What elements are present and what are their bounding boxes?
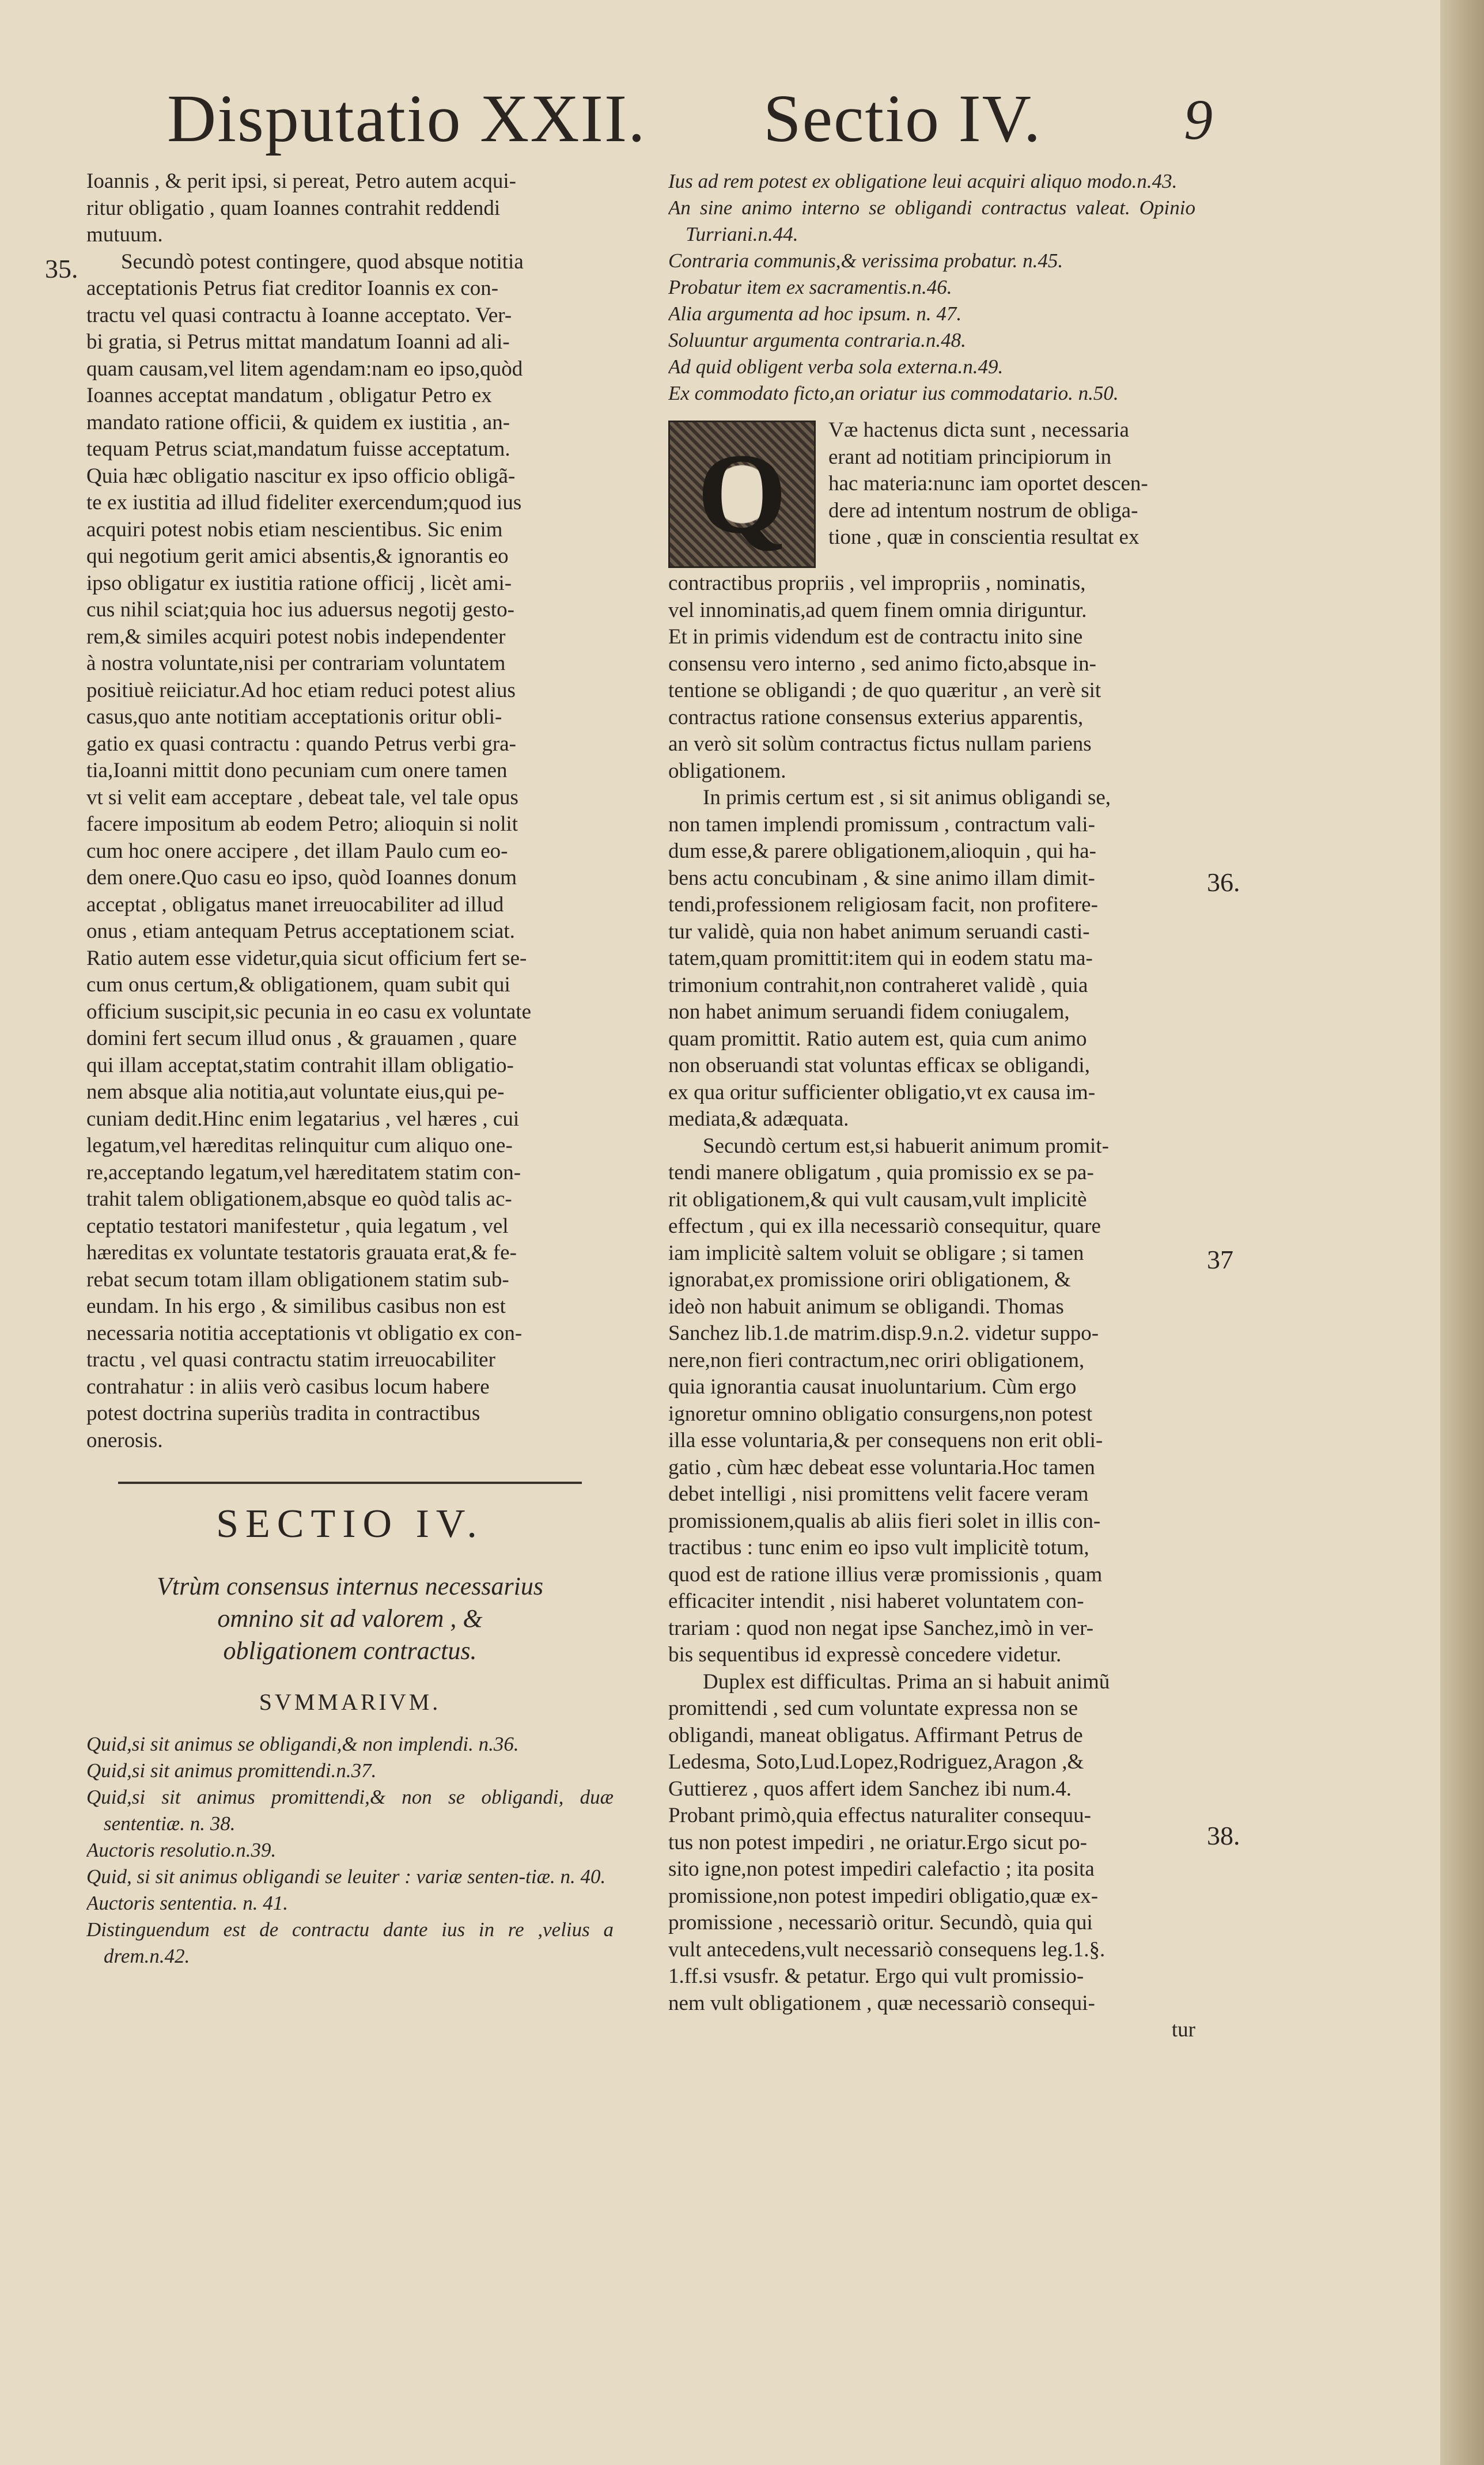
text-line: promissione , necessariò oritur. Secundò, quia qui <box>668 1911 1093 1934</box>
summarium-entry: Quid,si sit animus se obligandi,& non implendi. n.36. <box>86 1732 519 1755</box>
text-line: promissionem,qualis ab aliis fieri solet in illis con- <box>668 1509 1101 1533</box>
paragraph-36 <box>668 785 1195 1133</box>
text-line: tione , quæ in conscientia resultat ex <box>828 525 1140 549</box>
paragraph-38 <box>668 1669 1195 2044</box>
text-line: cuniam dedit.Hinc enim legatarius , vel hæres , cui <box>86 1107 520 1131</box>
text-line: tatem,quam promittit:item qui in eodem statu ma- <box>668 946 1093 970</box>
text-line: positiuè reiiciatur.Ad hoc etiam reduci potest alius <box>86 678 516 702</box>
text-line: erant ad notitiam principiorum in <box>828 445 1112 469</box>
text-line: onerosis. <box>86 1428 163 1452</box>
text-line: acquiri potest nobis etiam nescientibus. Sic enim <box>86 517 503 542</box>
margin-number: 35. <box>45 254 78 283</box>
text-line: quod est de ratione illius veræ promissionis , quam <box>668 1562 1103 1586</box>
text-line: effectum , qui ex illa necessariò consequitur, quare <box>668 1214 1101 1238</box>
summarium-entry: Auctoris resolutio.n.39. <box>86 1838 277 1861</box>
text-line: domini fert secum illud onus , & grauamen , quare <box>86 1027 517 1050</box>
text-line: vel innominatis,ad quem finem omnia diriguntur. <box>668 598 1087 622</box>
text-line: onus , etiam antequam Petrus acceptationem sciat. <box>86 919 515 943</box>
margin-number: 37 <box>1207 1245 1233 1274</box>
text-line: gatio , cùm hæc debeat esse voluntaria.Hoc tamen <box>668 1455 1095 1479</box>
summarium-entry: Ad quid obligent verba sola externa.n.49. <box>668 355 1004 378</box>
text-line: sito igne,non potest impediri calefactio ; ita posita <box>668 1857 1095 1881</box>
summarium-entry: Auctoris sententia. n. 41. <box>86 1891 288 1914</box>
text-line: cum hoc onere accipere , det illam Paulo cum eo- <box>86 839 508 863</box>
text-line: Duplex est difficultas. Prima an si habuit animũ <box>703 1669 1110 1694</box>
initial-letter: Q <box>697 430 787 558</box>
text-line: bi gratia, si Petrus mittat mandatum Ioanni ad ali- <box>86 330 510 354</box>
section-title: SECTIO IV. <box>216 1502 484 1546</box>
left-body-text <box>86 168 614 1454</box>
margin-number: 36. <box>1207 868 1240 897</box>
text-line: bis sequentibus id expressè concedere videtur. <box>668 1643 1062 1667</box>
text-line: obligandi, maneat obligatus. Affirmant Petrus de <box>668 1723 1083 1747</box>
text-line: iam implicitè saltem voluit se obligare ; si tamen <box>668 1241 1084 1265</box>
text-line: Secundò potest contingere, quod absque notitia <box>121 249 524 274</box>
text-line: tractibus : tunc enim eo ipso vult implicitè totum, <box>668 1536 1089 1559</box>
running-head <box>0 69 1440 167</box>
summarium-continued <box>668 168 1195 407</box>
text-line: re,acceptando legatum,vel hæreditatem statim con- <box>86 1160 521 1184</box>
text-line: potest doctrina superiùs tradita in contractibus <box>86 1402 480 1425</box>
summarium-entry: Quid,si sit animus promittendi.n.37. <box>86 1759 377 1782</box>
text-line: Væ hactenus dicta sunt , necessaria <box>828 418 1129 442</box>
text-line: Sanchez lib.1.de matrim.disp.9.n.2. videtur suppo- <box>668 1322 1099 1345</box>
text-line: dere ad intentum nostrum de obliga- <box>828 498 1138 522</box>
text-line: qui negotium gerit amici absentis,& ignorantis eo <box>86 544 509 568</box>
text-line: mandato ratione officii, & quidem ex iustitia , an- <box>86 410 510 434</box>
text-line: eundam. In his ergo , & similibus casibus non est <box>86 1294 506 1318</box>
page-edge <box>1440 0 1484 2465</box>
text-line: ceptatio testatori manifestetur , quia legatum , vel <box>86 1214 509 1238</box>
running-head-sectio: Sectio IV. <box>763 81 1042 156</box>
text-line: non habet animum seruandi fidem coniugalem, <box>668 1000 1070 1024</box>
text-line: trimonium contrahit,non contraheret validè , quia <box>668 973 1088 997</box>
text-line: contractus ratione consensus exterius apparentis, <box>668 705 1084 729</box>
text-line: tus non potest impediri , ne oriatur.Ergo sicut po- <box>668 1830 1087 1854</box>
text-line: dem onere.Quo casu eo ipso, quòd Ioannes donum <box>86 866 517 889</box>
text-line: Quia hæc obligatio nascitur ex ipso officio obligã- <box>86 464 516 488</box>
decorated-initial <box>668 421 816 568</box>
text-line: bens actu concubinam , & sine animo illam dimit- <box>668 866 1095 890</box>
text-line: promittendi , sed cum voluntate expressa non se <box>668 1697 1078 1720</box>
summarium-entry: Contraria communis,& verissima probatur. n.45. <box>668 249 1063 272</box>
text-line: ignorabat,ex promissione oriri obligationem, & <box>668 1268 1071 1292</box>
text-line: tentione se obligandi ; de quo quæritur , an verè sit <box>668 679 1101 702</box>
text-line: acceptat , obligatus manet irreuocabiliter ad illud <box>86 892 504 917</box>
text-line: rebat secum totam illam obligationem statim sub- <box>86 1267 509 1292</box>
text-line: Probant primò,quia effectus naturaliter consequu- <box>668 1804 1091 1827</box>
text-line: nem vult obligationem , quæ necessariò consequi- <box>668 1991 1095 2015</box>
text-line: quam causam,vel litem agendam:nam eo ipso,quòd <box>86 357 523 381</box>
text-line: Ioannis , & perit ipsi, si pereat, Petro autem acqui- <box>86 169 516 193</box>
text-line: nere,non fieri contractum,nec oriri obligationem, <box>668 1348 1085 1372</box>
page-number: 9 <box>1184 88 1214 152</box>
text-line: non tamen implendi promissum , contractum vali- <box>668 812 1095 836</box>
text-line: mutuum. <box>86 223 163 247</box>
text-line: nem absque alia notitia,aut voluntate eius,qui pe- <box>86 1080 505 1104</box>
text-line: debet intelligi , nisi promittens velit facere veram <box>668 1482 1089 1506</box>
text-line: contractibus propriis , vel impropriis , nominatis, <box>668 571 1086 595</box>
text-line: trahit talem obligationem,absque eo quòd talis ac- <box>86 1187 512 1211</box>
text-line: tia,Ioanni mittit dono pecuniam cum onere tamen <box>86 759 508 782</box>
subtitle-line: obligationem contractus. <box>223 1637 477 1665</box>
text-line: trariam : quod non negat ipse Sanchez,imò in ver- <box>668 1616 1094 1640</box>
text-line: mediata,& adæquata. <box>668 1107 849 1131</box>
subtitle-line: Vtrùm consensus internus necessarius <box>157 1572 543 1600</box>
paragraph-intro <box>668 417 1195 785</box>
section-divider <box>118 1482 582 1484</box>
text-line: ideò non habuit animum se obligandi. Thomas <box>668 1294 1064 1319</box>
text-line: efficaciter intendit , nisi haberet voluntatem con- <box>668 1589 1084 1613</box>
text-line: Secundò certum est,si habuerit animum promit- <box>703 1134 1109 1158</box>
summarium-entry: Alia argumenta ad hoc ipsum. n. 47. <box>668 302 962 325</box>
section-subtitle <box>86 1570 614 1667</box>
text-line: rit obligationem,& qui vult causam,vult implicitè <box>668 1187 1087 1211</box>
text-line: tractu vel quasi contractu à Ioanne acceptato. Ver- <box>86 303 512 327</box>
text-line: vult antecedens,vult necessariò consequens leg.1.§. <box>668 1937 1106 1962</box>
text-line: In primis certum est , si sit animus obligandi se, <box>703 786 1111 809</box>
text-line: Et in primis videndum est de contractu inito sine <box>668 625 1083 649</box>
summarium-entry: Quid, si sit animus obligandi se leuiter : variæ senten-tiæ. n. 40. <box>86 1865 606 1888</box>
text-line: obligationem. <box>668 759 786 783</box>
text-line: hac materia:nunc iam oportet descen- <box>828 472 1148 495</box>
text-line: consensu vero interno , sed animo ficto,absque in- <box>668 652 1096 676</box>
text-line: Ledesma, Soto,Lud.Lopez,Rodriguez,Aragon ,& <box>668 1750 1084 1774</box>
running-head-disputatio: Disputatio XXII. <box>167 81 646 156</box>
text-line: officium suscipit,sic pecunia in eo casu ex voluntate <box>86 999 531 1024</box>
summarium-entry: Ex commodato ficto,an oriatur ius commodatario. n.50. <box>668 382 1119 404</box>
summarium-entry: Probatur item ex sacramentis.n.46. <box>668 276 952 298</box>
text-line: qui illam acceptat,statim contrahit illam obligatio- <box>86 1053 514 1077</box>
text-line: facere impositum ab eodem Petro; alioquin si nolit <box>86 812 518 836</box>
text-line: tur validè, quia non habet animum seruandi casti- <box>668 919 1090 944</box>
catchword: tur <box>1171 2018 1195 2042</box>
summarium-entry: An sine animo interno se obligandi contractus valeat. Opinio Turriani.n.44. <box>668 196 1195 245</box>
text-line: vt si velit eam acceptare , debeat tale, vel tale opus <box>86 785 518 809</box>
text-line: illa esse voluntaria,& per consequens non erit obli- <box>668 1429 1103 1452</box>
text-line: necessaria notitia acceptationis vt obligatio ex con- <box>86 1321 523 1345</box>
text-line: quia ignorantia causat inuoluntarium. Cùm ergo <box>668 1375 1077 1399</box>
text-line: à nostra voluntate,nisi per contrariam voluntatem <box>86 652 506 675</box>
text-line: casus,quo ante notitiam acceptationis oritur obli- <box>86 705 502 729</box>
text-line: Guttierez , quos affert idem Sanchez ibi num.4. <box>668 1777 1072 1801</box>
text-line: ignoretur omnino obligatio consurgens,non potest <box>668 1402 1093 1426</box>
paragraph-37 <box>668 1133 1195 1669</box>
text-line: ritur obligatio , quam Ioannes contrahit reddendi <box>86 196 501 220</box>
text-line: dum esse,& parere obligationem,alioquin , qui ha- <box>668 839 1096 863</box>
summarium-entry: Distinguendum est de contractu dante ius in re ,velius a drem.n.42. <box>86 1918 614 1967</box>
text-line: acceptationis Petrus fiat creditor Ioannis ex con- <box>86 277 499 300</box>
text-line: te ex iustitia ad illud fideliter exercendum;quod ius <box>86 491 522 514</box>
text-line: tendi manere obligatum , quia promissio ex se pa- <box>668 1161 1094 1184</box>
text-line: Ratio autem esse videtur,quia sicut officium fert se- <box>86 946 527 970</box>
text-line: an verò sit solùm contractus fictus nullam pariens <box>668 732 1092 756</box>
text-line: promissione,non potest impediri obligatio,quæ ex- <box>668 1884 1099 1908</box>
text-line: contrahatur : in aliis verò casibus locum habere <box>86 1375 490 1399</box>
summarium-list <box>86 1731 614 1970</box>
subtitle-line: omnino sit ad valorem , & <box>217 1604 483 1633</box>
summarium-entry: Quid,si sit animus promittendi,& non se obligandi, duæ sententiæ. n. 38. <box>86 1785 614 1835</box>
text-line: quam promittit. Ratio autem est, quia cum animo <box>668 1027 1087 1051</box>
right-column <box>668 168 1195 2044</box>
text-line: cus nihil sciat;quia hoc ius aduersus negotij gesto- <box>86 598 514 622</box>
left-column <box>86 168 614 1970</box>
summarium-entry: Ius ad rem potest ex obligatione leui acquiri aliquo modo.n.43. <box>668 170 1178 192</box>
text-line: tendi,professionem religiosam facit, non profitere- <box>668 893 1098 917</box>
text-line: gatio ex quasi contractu : quando Petrus verbi gra- <box>86 732 516 756</box>
summarium-entry: Soluuntur argumenta contraria.n.48. <box>668 329 966 351</box>
margin-number: 38. <box>1207 1821 1240 1850</box>
text-line: rem,& similes acquiri potest nobis independenter <box>86 624 506 649</box>
text-line: legatum,vel hæreditas relinquitur cum aliquo one- <box>86 1134 513 1157</box>
text-line: cum onus certum,& obligationem, quam subit qui <box>86 973 510 997</box>
text-line: non obseruandi stat voluntas efficax se obligandi, <box>668 1054 1090 1077</box>
text-line: tractu , vel quasi contractu statim irreuocabiliter <box>86 1348 495 1372</box>
text-line: tequam Petrus sciat,mandatum fuisse acceptatum. <box>86 437 510 461</box>
text-line: hæreditas ex voluntate testatoris grauata erat,& fe- <box>86 1241 517 1264</box>
text-line: Ioannes acceptat mandatum , obligatur Petro ex <box>86 384 492 407</box>
summarium-heading: SVMMARIVM. <box>259 1689 441 1715</box>
text-line: ipso obligatur ex iustitia ratione officij , licèt ami- <box>86 571 512 595</box>
text-line: ex qua oritur sufficienter obligatio,vt ex causa im- <box>668 1080 1096 1104</box>
text-line: 1.ff.si vsusfr. & petatur. Ergo qui vult promissio- <box>668 1964 1084 1988</box>
